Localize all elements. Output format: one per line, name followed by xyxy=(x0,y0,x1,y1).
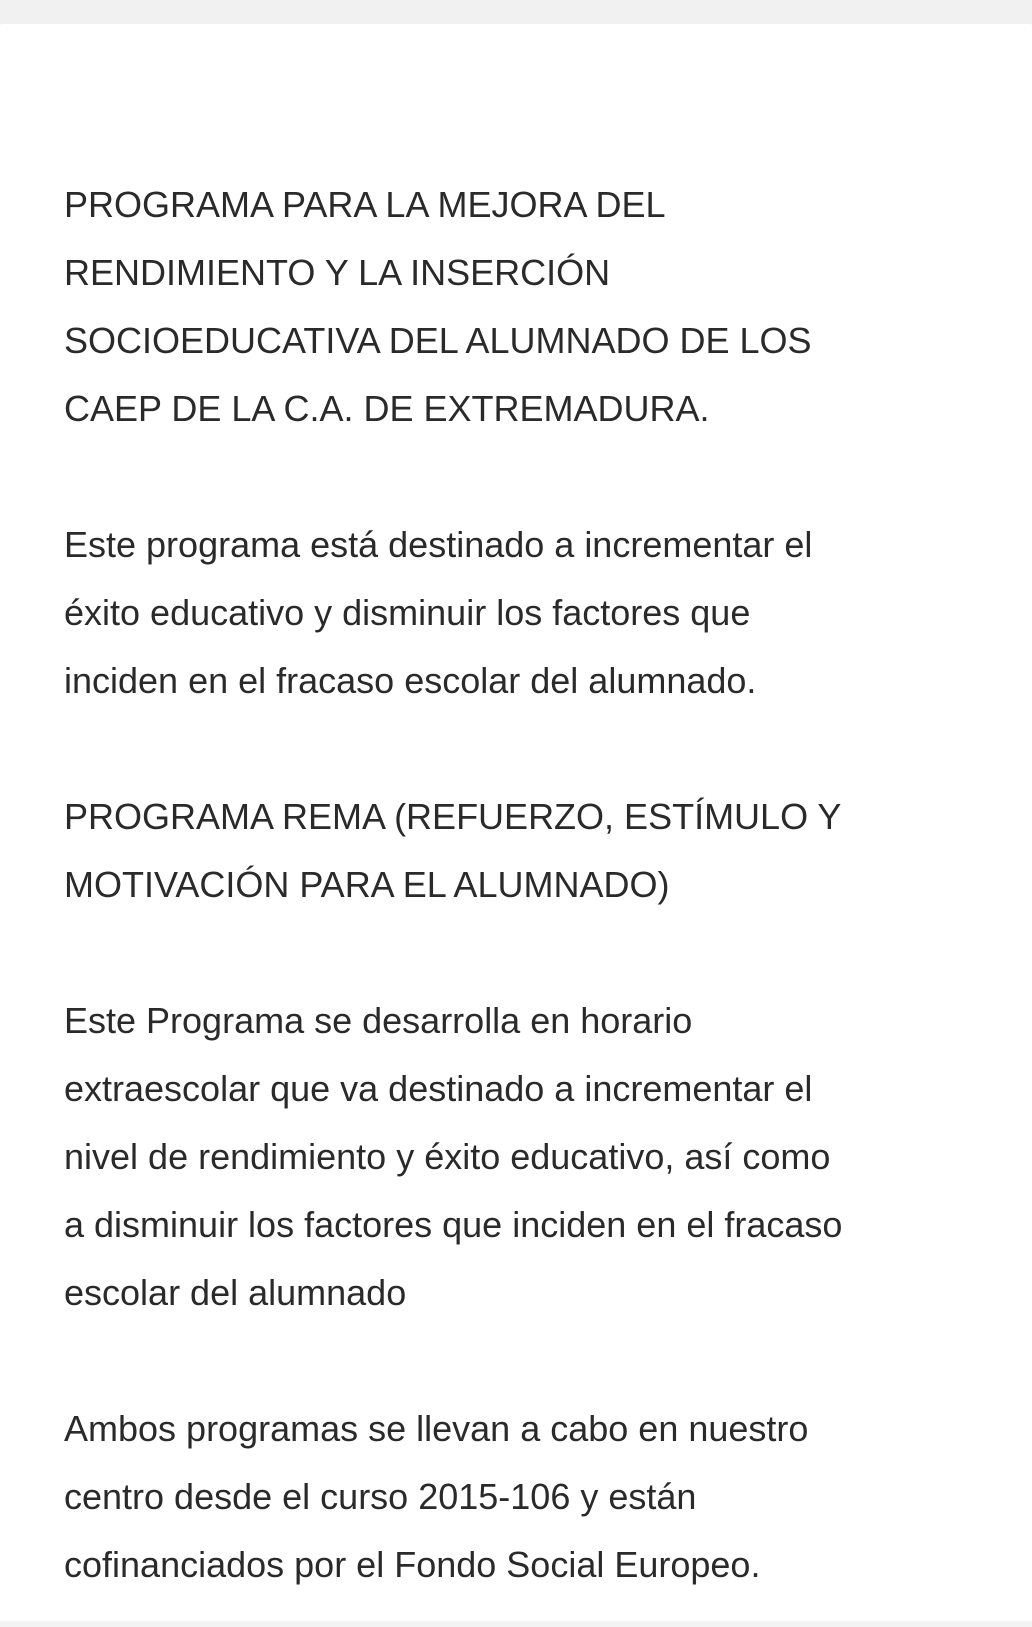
document-card xyxy=(0,24,1032,1627)
heading-program-rema: PROGRAMA REMA (REFUERZO, ESTÍMULO Y MOTIVACIÓN PARA EL ALUMNADO) xyxy=(64,796,842,905)
paragraph-cofinancing: Ambos programas se llevan a cabo en nuestro centro desde el curso 2015-106 y están cofinanciados por el Fondo Social Europeo. xyxy=(64,1408,809,1585)
document-body xyxy=(64,171,984,1599)
card-bottom-edge xyxy=(0,1621,1032,1627)
paragraph-program-mejora-description: Este programa está destinado a incrementar el éxito educativo y disminuir los factores que inciden en el fracaso escolar del alumnado. xyxy=(64,524,813,701)
paragraph-spacer xyxy=(64,1327,984,1395)
heading-program-mejora: PROGRAMA PARA LA MEJORA DEL RENDIMIENTO Y LA INSERCIÓN SOCIOEDUCATIVA DEL ALUMNADO DE LOS CAEP DE LA C.A. DE EXTREMADURA. xyxy=(64,184,812,429)
paragraph-spacer xyxy=(64,919,984,987)
paragraph-program-rema-description: Este Programa se desarrolla en horario extraescolar que va destinado a incrementar el nivel de rendimiento y éxito educativo, así como a disminuir los factores que inciden en el fracaso escolar del alumnado xyxy=(64,1000,843,1313)
paragraph-spacer xyxy=(64,715,984,783)
paragraph-spacer xyxy=(64,443,984,511)
